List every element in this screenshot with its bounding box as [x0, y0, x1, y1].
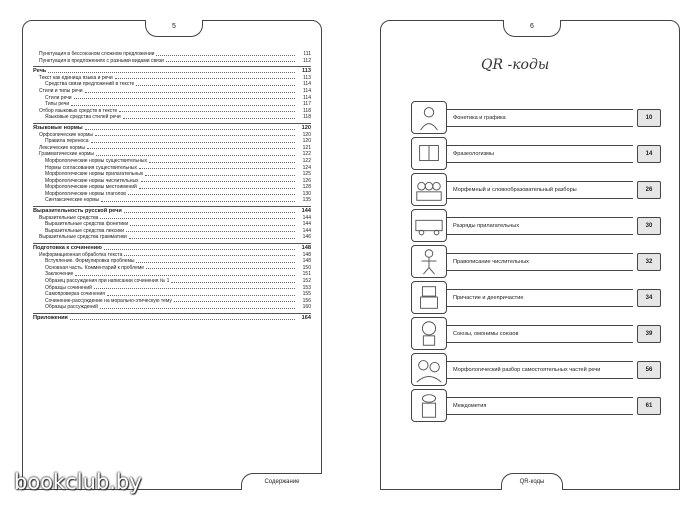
toc-entry-page: 156 — [302, 297, 311, 304]
toc-entry-title: Выразительные средства — [39, 214, 99, 221]
dot-leader — [139, 184, 295, 189]
toc-entry — [33, 304, 311, 311]
toc-entry-title: Образцы сочинений — [45, 284, 92, 291]
toc-entry-title: Выразительные средства фонетики — [45, 221, 129, 228]
figure-icon — [411, 245, 447, 278]
dot-leader — [119, 108, 295, 113]
group-icon — [411, 173, 447, 206]
toc-entry-title: Грамматические нормы — [39, 151, 95, 158]
dot-leader — [101, 197, 295, 202]
toc-entry — [33, 151, 311, 158]
dot-leader — [129, 234, 295, 239]
qr-item-page: 61 — [637, 397, 661, 415]
toc-entry-title: Выразительность русской речи — [33, 208, 122, 215]
toc-entry-title: Морфологические нормы числительных — [45, 177, 139, 184]
qr-item-label: Правописание числительных — [447, 253, 633, 271]
toc-entry-title: Морфологические нормы местоимений — [45, 184, 137, 191]
toc-entry-title: Речь — [33, 68, 47, 75]
qr-item-label: Морфемный и словообразовательный разборы — [447, 181, 633, 199]
section-divider — [33, 243, 311, 244]
toc-entry — [33, 125, 311, 132]
toc-entry-title: Типы речи — [45, 101, 70, 108]
toc-entry — [33, 51, 311, 58]
toc-entry — [33, 101, 311, 108]
toc-entry-page: 120 — [302, 131, 311, 138]
qr-item-label: Фразеологизмы — [447, 145, 633, 163]
watermark: bookclub.by — [14, 470, 142, 494]
page-number-tab — [503, 20, 561, 37]
toc-entry-page: 144 — [302, 214, 311, 221]
toc-entry-page: 111 — [303, 51, 311, 57]
section-divider — [33, 313, 311, 314]
toc-entry-page: 135 — [302, 197, 311, 204]
toc-entry — [33, 245, 311, 252]
qr-item-label: Причастие и деепричастие — [447, 289, 633, 307]
dot-leader — [85, 125, 295, 130]
toc-entry-page: 152 — [302, 278, 311, 284]
qr-item-page: 34 — [637, 289, 661, 307]
qr-item-page: 32 — [637, 253, 661, 271]
toc-entry-title: Образец рассуждения при написании сочинения № 1 — [45, 278, 170, 284]
toc-entry-page: 114 — [303, 87, 311, 94]
toc-entry — [33, 258, 311, 265]
left-page — [22, 20, 322, 490]
qr-item — [411, 245, 661, 278]
page-footer — [501, 473, 563, 490]
toc-entry-title: Информационная обработка текста — [39, 251, 123, 258]
dot-leader — [75, 271, 295, 276]
qr-item-page: 10 — [637, 109, 661, 127]
dot-leader — [87, 145, 295, 150]
qr-item — [411, 353, 661, 386]
toc-entry — [33, 228, 311, 235]
page-footer — [241, 473, 322, 490]
toc-entry — [33, 252, 311, 259]
footer-label: QR-коды — [519, 479, 545, 485]
toc-entry-page: 151 — [302, 271, 311, 278]
dot-leader — [124, 252, 295, 257]
table-of-contents — [33, 51, 311, 322]
toc-entry-title: Языковые нормы — [33, 124, 83, 131]
dot-leader — [100, 304, 295, 309]
toc-entry — [33, 95, 311, 102]
dot-leader — [156, 51, 295, 56]
toc-entry-title: Морфологические нормы глаголов — [45, 190, 126, 197]
toc-entry-page: 128 — [302, 184, 311, 191]
qr-item-page: 14 — [637, 145, 661, 163]
toc-entry — [33, 171, 311, 178]
toc-entry — [33, 58, 311, 65]
qr-item — [411, 389, 661, 422]
toc-entry-page: 164 — [301, 314, 311, 321]
toc-entry-title: Текст как единица языка и речи — [39, 74, 113, 81]
toc-entry-page: 120 — [302, 138, 311, 145]
dot-leader — [128, 191, 295, 196]
dot-leader — [100, 215, 295, 220]
toc-entry-title: Отбор языковых средств в тексте — [39, 107, 118, 114]
toc-entry-page: 122 — [302, 157, 311, 164]
dot-leader — [115, 75, 295, 80]
toc-entry — [33, 221, 311, 228]
children-icon — [411, 353, 447, 386]
toc-entry-page: 113 — [301, 68, 311, 75]
dot-leader — [136, 258, 295, 263]
toc-entry-page: 118 — [303, 107, 311, 114]
toc-entry-title: Образцы рассуждений — [45, 304, 98, 311]
dot-leader — [70, 315, 295, 320]
toc-entry-page: 148 — [302, 251, 311, 258]
toc-entry-page: 120 — [301, 124, 311, 131]
section-divider — [33, 123, 311, 124]
qr-item — [411, 137, 661, 170]
toc-entry — [33, 132, 311, 139]
qr-item-label: Разряды прилагательных — [447, 217, 633, 235]
dot-leader — [123, 114, 295, 119]
toc-entry-title: Вступление. Формулировка проблемы — [45, 258, 135, 265]
dot-leader — [146, 265, 295, 270]
qr-item-label: Союзы, омонимы союзов — [447, 325, 633, 343]
toc-entry-page: 113 — [303, 74, 311, 81]
toc-entry — [33, 285, 311, 292]
dot-leader — [94, 285, 295, 290]
toc-entry-title: Самопроверка сочинения — [45, 291, 105, 298]
dot-leader — [74, 95, 295, 100]
qr-item-page: 56 — [637, 361, 661, 379]
toc-entry — [33, 158, 311, 165]
toc-entry-title: Лексические нормы — [39, 144, 85, 151]
toc-entry-page: 160 — [302, 304, 311, 311]
qr-title: QR -коды — [481, 57, 550, 73]
dot-leader — [95, 132, 295, 137]
toc-entry — [33, 215, 311, 222]
section-divider — [33, 206, 311, 207]
toc-entry-title: Нормы согласования существительных — [45, 164, 138, 171]
toc-entry-page: 155 — [302, 291, 311, 298]
speaker-icon — [411, 389, 447, 422]
toc-entry-title: Заключение — [45, 271, 74, 278]
toc-entry — [33, 191, 311, 198]
toc-entry — [33, 88, 311, 95]
toc-entry — [33, 265, 311, 272]
toc-entry-title: Стили и типы речи — [39, 87, 83, 94]
section-divider — [33, 66, 311, 67]
dot-leader — [136, 81, 295, 86]
toc-entry-page: 144 — [302, 221, 311, 228]
page-number-tab — [145, 20, 203, 37]
dot-leader — [107, 291, 295, 296]
qr-item-label: Междометия — [447, 397, 633, 415]
toc-entry-title: Орфоэпические нормы — [39, 131, 94, 138]
qr-item-page: 26 — [637, 181, 661, 199]
footer-label: Содержание — [264, 479, 300, 485]
toc-entry-title: Морфологические нормы существительных — [45, 157, 148, 164]
dot-leader — [96, 151, 295, 156]
toc-entry-title: Правила переноса — [45, 138, 89, 145]
toc-entry-page: 148 — [301, 245, 311, 252]
dot-leader — [91, 138, 295, 143]
toc-entry-page: 153 — [302, 284, 311, 291]
qr-item — [411, 281, 661, 314]
dot-leader — [145, 171, 295, 176]
toc-entry-page: 114 — [303, 94, 311, 101]
toc-entry — [33, 291, 311, 298]
dot-leader — [48, 68, 295, 73]
toc-entry — [33, 165, 311, 172]
toc-entry-page: 122 — [302, 151, 311, 158]
toc-entry-page: 144 — [301, 208, 311, 215]
qr-item-label: Морфологический разбор самостоятельных частей речи — [447, 361, 633, 379]
qr-item-page: 39 — [637, 325, 661, 343]
right-page — [380, 20, 680, 490]
toc-entry — [33, 114, 311, 121]
qr-item — [411, 317, 661, 350]
toc-entry-page: 144 — [302, 227, 311, 234]
toc-entry-page: 130 — [302, 190, 311, 197]
toc-entry-title: Пунктуация в бессоюзном сложном предложении — [39, 51, 155, 57]
dot-leader — [104, 245, 295, 250]
robot-icon — [411, 281, 447, 314]
toc-entry-page: 114 — [303, 81, 311, 88]
toc-entry — [33, 68, 311, 75]
toc-entry-title: Морфологические нормы прилагательных — [45, 171, 144, 178]
toc-entry-page: 112 — [303, 57, 311, 64]
toc-entry-title: Средства связи предложений в тексте — [45, 81, 135, 88]
qr-item — [411, 101, 661, 134]
toc-entry-page: 117 — [303, 101, 311, 108]
qr-item — [411, 173, 661, 206]
page-number: 6 — [530, 23, 534, 30]
toc-entry — [33, 271, 311, 278]
toc-entry — [33, 234, 311, 241]
toc-entry — [33, 184, 311, 191]
page-number: 5 — [172, 23, 176, 30]
toc-entry-title: Выразительные средства грамматики — [39, 234, 127, 241]
toc-entry-title: Выразительные средства лексики — [45, 227, 125, 234]
toc-entry-page: 146 — [302, 234, 311, 241]
toc-entry-page: 118 — [303, 114, 311, 121]
toc-entry — [33, 81, 311, 88]
toc-entry — [33, 138, 311, 145]
dot-leader — [126, 228, 295, 233]
qr-item-label: Фонетика и графика — [447, 109, 633, 127]
qr-list — [411, 101, 661, 425]
dot-leader — [174, 298, 295, 303]
qr-item — [411, 209, 661, 242]
toc-entry — [33, 145, 311, 152]
toc-entry-page: 124 — [302, 164, 311, 171]
toc-entry-page: 126 — [302, 177, 311, 184]
character-icon — [411, 317, 447, 350]
toc-entry-page: 125 — [302, 171, 311, 178]
toc-entry-title: Пунктуация в предложениях с разными видами связи — [39, 57, 164, 64]
dot-leader — [166, 58, 295, 63]
toc-entry-title: Языковые средства стилей речи — [45, 114, 121, 121]
dot-leader — [149, 158, 295, 163]
toc-entry-title: Сочинение-рассуждение на морально-этическую тему — [45, 297, 172, 304]
toc-entry-page: 150 — [302, 264, 311, 271]
dot-leader — [124, 208, 295, 213]
toc-entry-page: 148 — [302, 258, 311, 265]
book-icon — [411, 137, 447, 170]
toc-entry-title: Синтаксические нормы — [45, 197, 100, 204]
dot-leader — [141, 178, 295, 183]
dot-leader — [139, 165, 295, 170]
toc-entry — [33, 197, 311, 204]
toc-entry — [33, 208, 311, 215]
toc-entry-title: Приложения — [33, 314, 68, 321]
dot-leader — [85, 88, 295, 93]
dot-leader — [71, 101, 295, 106]
toc-entry-page: 121 — [302, 144, 311, 151]
toc-entry-title: Основная часть. Комментарий к проблеме — [45, 264, 145, 271]
toc-entry — [33, 315, 311, 322]
dot-leader — [171, 278, 295, 283]
toc-entry-title: Подготовка к сочинению — [33, 245, 102, 252]
toc-entry — [33, 278, 311, 285]
bus-icon — [411, 209, 447, 242]
person-icon — [411, 101, 447, 134]
dot-leader — [130, 221, 295, 226]
qr-item-page: 30 — [637, 217, 661, 235]
toc-entry-title: Стили речи — [45, 94, 72, 101]
